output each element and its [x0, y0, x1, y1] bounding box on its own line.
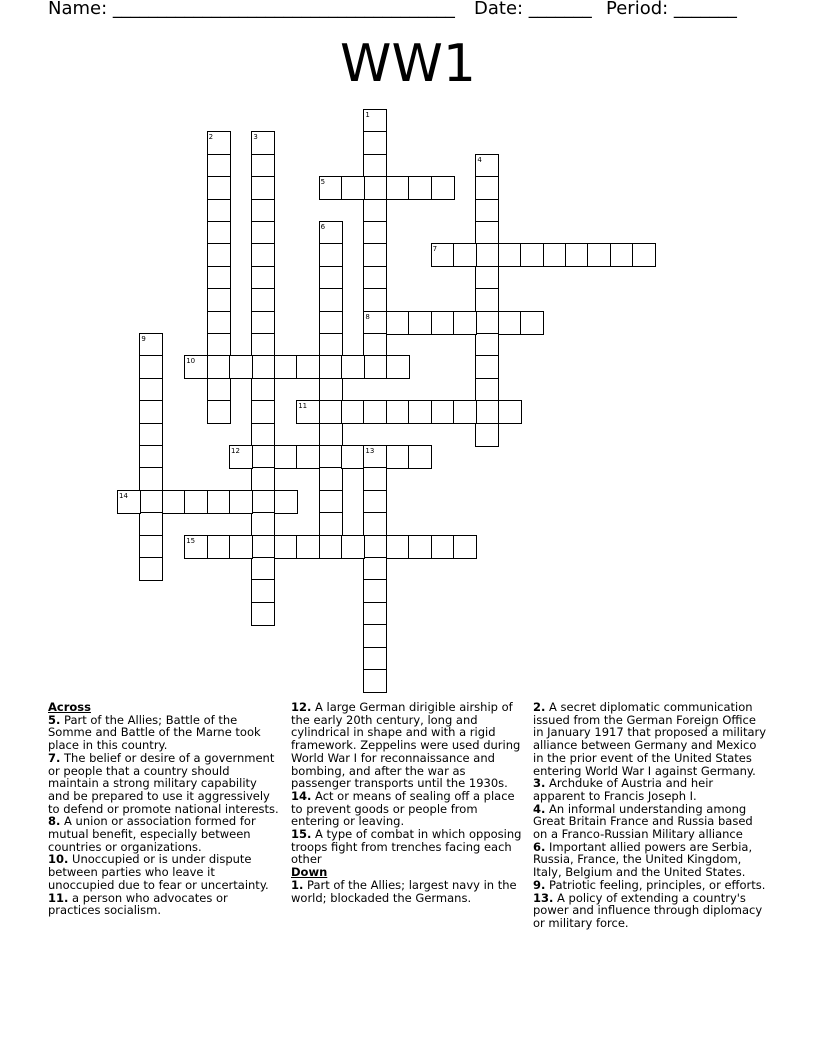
grid-cell[interactable]: [207, 288, 231, 312]
grid-cell[interactable]: [475, 266, 499, 290]
grid-cell[interactable]: [543, 243, 567, 267]
grid-cell[interactable]: [341, 535, 365, 559]
grid-cell[interactable]: [408, 176, 432, 200]
grid-cell[interactable]: [207, 154, 231, 178]
page-title: WW1: [340, 34, 476, 94]
grid-cell[interactable]: [319, 243, 343, 267]
clue-down-2: 2. A secret diplomatic communication issued from the German Foreign Office in January 1917 that proposed a military alliance between Germany and Mexico in the prior event of the United States entering World War I against Germany.: [533, 700, 767, 778]
grid-cell[interactable]: [251, 557, 275, 581]
grid-cell[interactable]: [139, 378, 163, 402]
clue-down-6: 6. Important allied powers are Serbia, Russia, France, the United Kingdom, Italy, Belgium and the United States.: [533, 839, 753, 880]
clue-number-2: 2: [208, 133, 214, 142]
clue-number-1: 1: [365, 111, 370, 119]
grid-cell[interactable]: [319, 467, 343, 491]
grid-cell[interactable]: [319, 288, 343, 312]
grid-cell[interactable]: [498, 243, 522, 267]
grid-cell[interactable]: [363, 512, 387, 536]
grid-cell[interactable]: [251, 333, 275, 357]
grid-cell[interactable]: [431, 176, 455, 200]
clue-down-13: 13. A policy of extending a country's power and influence through diplomacy or military force.: [533, 890, 763, 930]
grid-cell[interactable]: [274, 445, 298, 469]
grid-cell[interactable]: [251, 378, 275, 402]
grid-cell[interactable]: [363, 579, 387, 603]
clue-down-1: 1. Part of the Allies; largest navy in the world; blockaded the Germans.: [291, 877, 517, 905]
grid-cell[interactable]: [207, 221, 231, 245]
grid-cell[interactable]: [341, 176, 365, 200]
clue-across-11: 11. a person who advocates or practices socialism.: [48, 890, 228, 918]
grid-cell[interactable]: [139, 490, 163, 514]
clue-across-14: 14. Act or means of sealing off a place to prevent goods or people from entering or leaving.: [291, 788, 515, 829]
grid-cell[interactable]: [319, 266, 343, 290]
grid-cell[interactable]: [363, 199, 387, 223]
grid-cell[interactable]: [386, 355, 410, 379]
grid-cell[interactable]: [408, 311, 432, 335]
clue-across-5: 5. Part of the Allies; Battle of the Somme and Battle of the Marne took place in this country.: [48, 712, 261, 753]
grid-cell[interactable]: [475, 288, 499, 312]
grid-cell[interactable]: [319, 490, 343, 514]
grid-cell[interactable]: [319, 445, 343, 469]
down-heading: Down: [291, 865, 328, 880]
grid-cell[interactable]: [319, 311, 343, 335]
grid-cell[interactable]: [251, 355, 275, 379]
grid-cell[interactable]: [251, 266, 275, 290]
grid-cell[interactable]: [139, 557, 163, 581]
grid-cell[interactable]: [251, 490, 275, 514]
clue-column-2: [291, 701, 525, 904]
grid-cell[interactable]: [565, 243, 589, 267]
grid-cell[interactable]: [363, 400, 387, 424]
clue-number-5: 5: [320, 178, 326, 187]
grid-cell[interactable]: [587, 243, 611, 267]
grid-cell[interactable]: [363, 221, 387, 245]
grid-cell[interactable]: [274, 535, 298, 559]
grid-cell[interactable]: [207, 199, 231, 223]
grid-cell[interactable]: [207, 333, 231, 357]
grid-cell[interactable]: [251, 199, 275, 223]
grid-cell[interactable]: [319, 355, 343, 379]
grid-cell[interactable]: [363, 243, 387, 267]
grid-cell[interactable]: [363, 624, 387, 648]
grid-cell[interactable]: [207, 378, 231, 402]
grid-cell[interactable]: [319, 512, 343, 536]
grid-cell[interactable]: [363, 467, 387, 491]
clue-number-11: 11: [298, 402, 308, 411]
clue-number-14: 14: [119, 491, 128, 500]
grid-cell[interactable]: [475, 199, 499, 223]
grid-cell[interactable]: [475, 311, 499, 335]
clue-number-9: 9: [141, 335, 146, 343]
grid-cell[interactable]: [386, 445, 410, 469]
grid-cell[interactable]: [475, 378, 499, 402]
grid-cell[interactable]: [251, 311, 275, 335]
grid-cell[interactable]: [431, 535, 455, 559]
grid-cell[interactable]: [520, 243, 544, 267]
grid-cell[interactable]: [431, 311, 455, 335]
grid-cell[interactable]: [341, 400, 365, 424]
grid-cell[interactable]: [363, 490, 387, 514]
clue-number-4: 4: [477, 155, 482, 164]
grid-cell[interactable]: [251, 176, 275, 200]
grid-cell[interactable]: [363, 602, 387, 626]
grid-cell[interactable]: [386, 535, 410, 559]
grid-cell[interactable]: [363, 669, 387, 693]
grid-cell[interactable]: [207, 400, 231, 424]
grid-cell[interactable]: [475, 333, 499, 357]
grid-cell[interactable]: [139, 445, 163, 469]
grid-cell[interactable]: [139, 467, 163, 491]
grid-cell[interactable]: [408, 445, 432, 469]
clue-across-7: 7. The belief or desire of a government or people that a country should maintain a strong military capability and be prepared to use it aggressively to defend or promote national interests.: [48, 750, 279, 816]
grid-cell[interactable]: [296, 445, 320, 469]
grid-cell[interactable]: [251, 445, 275, 469]
grid-cell[interactable]: [408, 535, 432, 559]
grid-cell[interactable]: [207, 535, 231, 559]
grid-cell[interactable]: [520, 311, 544, 335]
grid-cell[interactable]: [251, 602, 275, 626]
grid-cell[interactable]: [207, 266, 231, 290]
grid-cell[interactable]: [319, 400, 343, 424]
grid-cell[interactable]: [139, 423, 163, 447]
grid-cell[interactable]: [475, 221, 499, 245]
grid-cell[interactable]: [408, 400, 432, 424]
grid-cell[interactable]: [139, 355, 163, 379]
clue-across-10: 10. Unoccupied or is under dispute between parties who leave it unoccupied due to fear or uncertainty.: [48, 852, 269, 892]
grid-cell[interactable]: [498, 400, 522, 424]
across-heading: Across: [48, 700, 91, 714]
grid-cell[interactable]: [363, 333, 387, 357]
grid-cell[interactable]: [475, 355, 499, 379]
grid-cell[interactable]: [475, 243, 499, 267]
grid-cell[interactable]: [363, 176, 387, 200]
grid-cell[interactable]: [274, 490, 298, 514]
grid-cell[interactable]: [341, 355, 365, 379]
grid-cell[interactable]: [319, 333, 343, 357]
period-field-label: Period: _______: [606, 0, 737, 19]
clue-number-6: 6: [320, 223, 326, 231]
grid-cell[interactable]: [363, 266, 387, 290]
grid-cell[interactable]: [184, 490, 208, 514]
grid-cell[interactable]: [229, 355, 253, 379]
grid-cell[interactable]: [207, 355, 231, 379]
grid-cell[interactable]: [453, 535, 477, 559]
grid-cell[interactable]: [386, 311, 410, 335]
grid-cell[interactable]: [251, 221, 275, 245]
grid-cell[interactable]: [363, 288, 387, 312]
clue-down-3: 3. Archduke of Austria and heir apparent to Francis Joseph I.: [533, 776, 714, 803]
grid-cell[interactable]: [251, 243, 275, 267]
grid-cell[interactable]: [251, 288, 275, 312]
clue-number-15: 15: [186, 536, 196, 545]
clue-across-15: 15. A type of combat in which opposing troops fight from trenches facing each other: [291, 827, 522, 867]
grid-cell[interactable]: [363, 647, 387, 671]
grid-cell[interactable]: [363, 154, 387, 178]
clue-across-8: 8. A union or association formed for mutual benefit, especially between countries or organizations.: [48, 814, 256, 854]
grid-cell[interactable]: [251, 535, 275, 559]
grid-cell[interactable]: [363, 557, 387, 581]
grid-cell[interactable]: [475, 176, 499, 200]
name-field-label: Name: ______________________________________: [48, 0, 455, 19]
grid-cell[interactable]: [296, 355, 320, 379]
clue-number-10: 10: [186, 357, 196, 366]
grid-cell[interactable]: [139, 512, 163, 536]
grid-cell[interactable]: [251, 512, 275, 536]
grid-cell[interactable]: [251, 400, 275, 424]
grid-cell[interactable]: [251, 154, 275, 178]
grid-cell[interactable]: [319, 378, 343, 402]
grid-cell[interactable]: [319, 535, 343, 559]
grid-cell[interactable]: [207, 311, 231, 335]
grid-cell[interactable]: [139, 400, 163, 424]
grid-cell[interactable]: [431, 400, 455, 424]
grid-cell[interactable]: [251, 579, 275, 603]
grid-cell[interactable]: [386, 400, 410, 424]
grid-cell[interactable]: [498, 311, 522, 335]
grid-cell[interactable]: [341, 445, 365, 469]
grid-cell[interactable]: [251, 423, 275, 447]
grid-cell[interactable]: [363, 535, 387, 559]
clue-down-4: 4. An informal understanding among Great Britain France and Russia based on a Franco-Russian Military alliance: [533, 801, 753, 842]
grid-cell[interactable]: [363, 355, 387, 379]
grid-cell[interactable]: [251, 467, 275, 491]
grid-cell[interactable]: [207, 243, 231, 267]
clue-number-3: 3: [253, 133, 258, 142]
grid-cell[interactable]: [207, 490, 231, 514]
grid-cell[interactable]: [475, 400, 499, 424]
clue-column-3: [533, 701, 767, 930]
grid-cell[interactable]: [610, 243, 634, 267]
clue-number-8: 8: [365, 312, 370, 321]
clue-number-7: 7: [432, 245, 438, 254]
clue-across-12: 12. A large German dirigible airship of the early 20th century, long and cylindrical in shape and with a rigid framework. Zeppelins were used during World War I for reconnaissance and bombing, and after the war as passenger transports until the 1930s.: [291, 700, 521, 791]
grid-cell[interactable]: [162, 490, 186, 514]
grid-cell[interactable]: [229, 535, 253, 559]
grid-cell[interactable]: [386, 176, 410, 200]
clue-number-13: 13: [365, 447, 375, 455]
clue-number-12: 12: [231, 447, 240, 455]
grid-cell[interactable]: [475, 423, 499, 447]
clue-column-1: [48, 701, 282, 917]
date-field-label: Date: _______: [474, 0, 592, 19]
grid-cell[interactable]: [296, 535, 320, 559]
grid-cell[interactable]: [453, 400, 477, 424]
grid-cell[interactable]: [274, 355, 298, 379]
grid-cell[interactable]: [229, 490, 253, 514]
grid-cell[interactable]: [139, 535, 163, 559]
grid-cell[interactable]: [363, 131, 387, 155]
grid-cell[interactable]: [453, 243, 477, 267]
clue-down-9: 9. Patriotic feeling, principles, or efforts.: [533, 877, 766, 892]
grid-cell[interactable]: [632, 243, 656, 267]
grid-cell[interactable]: [319, 423, 343, 447]
grid-cell[interactable]: [453, 311, 477, 335]
grid-cell[interactable]: [207, 176, 231, 200]
